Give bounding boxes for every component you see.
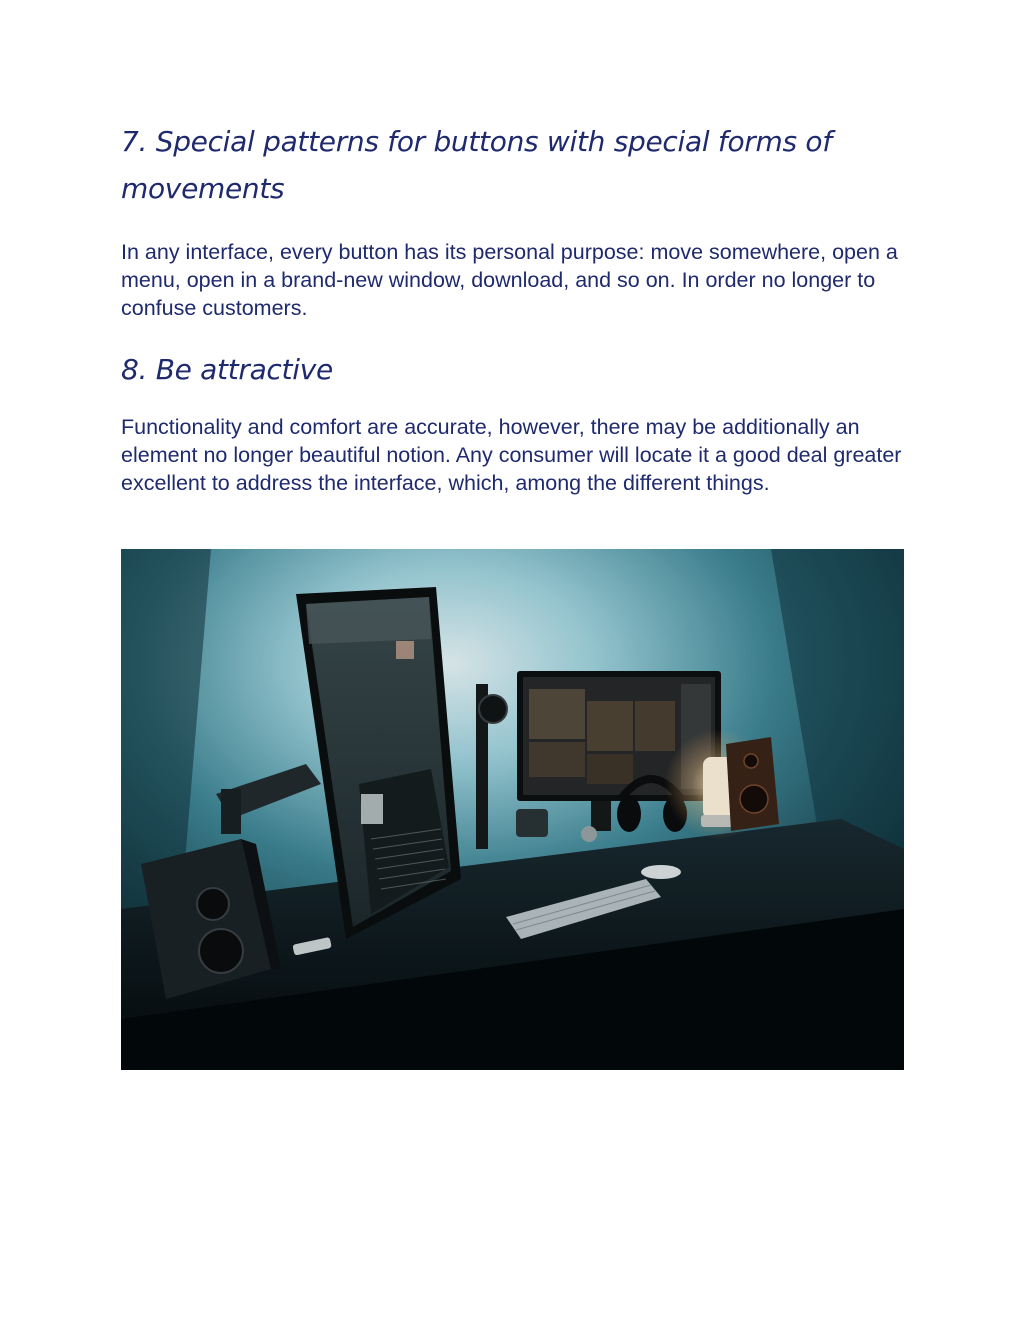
section-body-special-patterns: In any interface, every button has its personal purpose: move somewhere, open a menu, open in a brand-new window, download, and so on. In order no longer to confuse customers. bbox=[121, 240, 898, 320]
section-heading-be-attractive: 8. Be attractive bbox=[121, 353, 333, 386]
desk-setup-photo bbox=[121, 549, 904, 1070]
section-heading-special-patterns: 7. Special patterns for buttons with special forms of movements bbox=[121, 125, 832, 205]
document-body bbox=[121, 118, 911, 497]
section-body-be-attractive: Functionality and comfort are accurate, however, there may be additionally an element no longer beautiful notion. Any consumer will locate it a good deal greater excellent to address the interface, which, among the different things. bbox=[121, 415, 902, 495]
